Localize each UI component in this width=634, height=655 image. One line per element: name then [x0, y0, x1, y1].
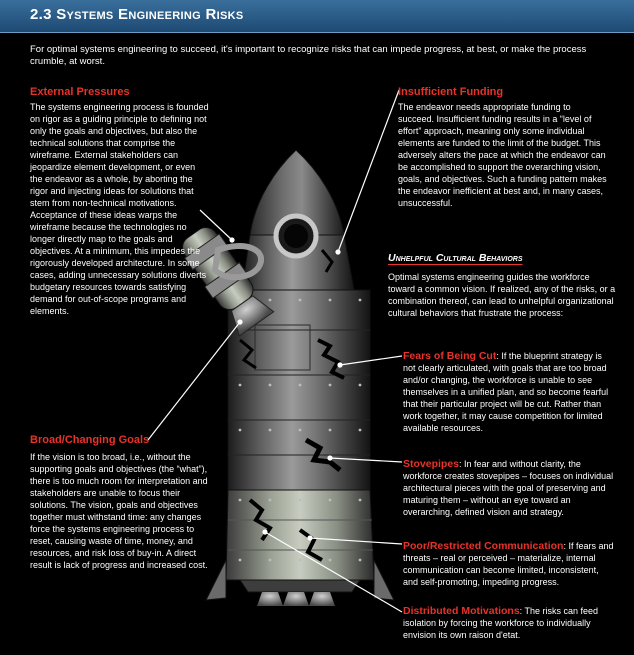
- stovepipes-text: : In fear and without clarity, the workforce creates stovepipes – focuses on individual architectural pieces with the goal of preserving and maturing them – without an eye toward an overarching, defined vision and strategy.: [403, 459, 614, 517]
- stovepipes-heading: Stovepipes: [403, 458, 460, 470]
- broad-goals-text: If the vision is too broad, i.e., without the supporting goals and objectives (the “what”), there is too much room for interpretation and stakeholders are unable to focus their solutions. The vision, goals and objectives together must withstand time: any changes force the systems engineering process to reset, causing waste of time, money, and resources, and risk loss of buy-in. A direct result is lack of progress and increased cost.: [30, 452, 208, 570]
- lower-body: [226, 490, 374, 580]
- fears-section: [403, 350, 616, 434]
- left-fin: [206, 560, 226, 600]
- insufficient-funding-heading: Insufficient Funding: [398, 86, 504, 98]
- distributed-heading: Distributed Motivations: [403, 605, 520, 617]
- page-title: 2.3 Systems Engineering Risks: [30, 6, 244, 23]
- callout-line: [148, 322, 240, 440]
- fears-text: : If the blueprint strategy is not clearly articulated, with goals that are too broad and/or changing, the workforce is unable to see themselves in a unified plan, and so become fearful that their particular project will be cut. Rather than work together, it may cause competition for limited available resources.: [403, 351, 609, 433]
- distributed-section: [403, 605, 616, 641]
- cultural-behaviors-heading: Unhelpful Cultural Behaviors: [388, 252, 523, 264]
- insufficient-funding-section: [398, 86, 608, 209]
- nozzle: [257, 592, 283, 606]
- communication-section: [403, 540, 616, 588]
- nozzle: [283, 592, 309, 606]
- callout-line: [338, 90, 399, 252]
- nozzle: [309, 592, 335, 606]
- broad-goals-section: [30, 434, 208, 571]
- cultural-behaviors-section: [388, 252, 616, 319]
- insufficient-funding-text: The endeavor needs appropriate funding to succeed. Insufficient funding results in a “level of effort” approach, meaning only some individual elements are funded to the limit of the budget. This adversely alters the pace at which the endeavor can be accomplished to support the overarching vision, goals, and objectives. Such a funding pattern makes the endeavor inefficient at best and, in many cases, unsuccessful.: [398, 102, 607, 208]
- external-pressures-text: The systems engineering process is founded on rigor as a guiding principle to defining not only the goals and objectives, but also the technical solutions that comprise the wireframe. External stakeholders can jeopardize element development, or even the endeavor as a whole, by aborting the rigor and injecting ideas for solutions that stem from non-technical motivations. Acceptance of these ideas warps the wireframe because the technologies no longer directly map to the goals and objectives. At a minimum, this impedes the rigorously developed architecture. In some cases, adding unnecessary solutions diverts budgetary resources towards satisfying demand for out-of-scope programs and elements.: [30, 102, 209, 316]
- distributed-text: : The risks can feed isolation by forcing the workforce to individually envision its own raison d'etat.: [403, 606, 599, 640]
- fears-heading: Fears of Being Cut: [403, 350, 497, 362]
- intro-text: For optimal systems engineering to succeed, it's important to recognize risks that can impede progress, at best, or make the process crumble, at worst.: [30, 44, 587, 67]
- communication-text: : If fears and threats – real or perceived – materialize, internal communication can become limited, inconsistent, and self-promoting, impeding progress.: [403, 541, 614, 587]
- external-pressures-heading: External Pressures: [30, 86, 130, 98]
- stovepipes-section: [403, 458, 616, 518]
- cultural-behaviors-text: Optimal systems engineering guides the workforce toward a common vision. If realized, any of the risks, or a combination thereof, can lead to unhelpful organizational cultural behaviors that frustrate the process:: [388, 272, 616, 318]
- communication-heading: Poor/Restricted Communication: [403, 540, 564, 552]
- broad-goals-heading: Broad/Changing Goals: [30, 434, 150, 446]
- external-pressures-section: [30, 86, 210, 317]
- right-fin: [374, 560, 394, 600]
